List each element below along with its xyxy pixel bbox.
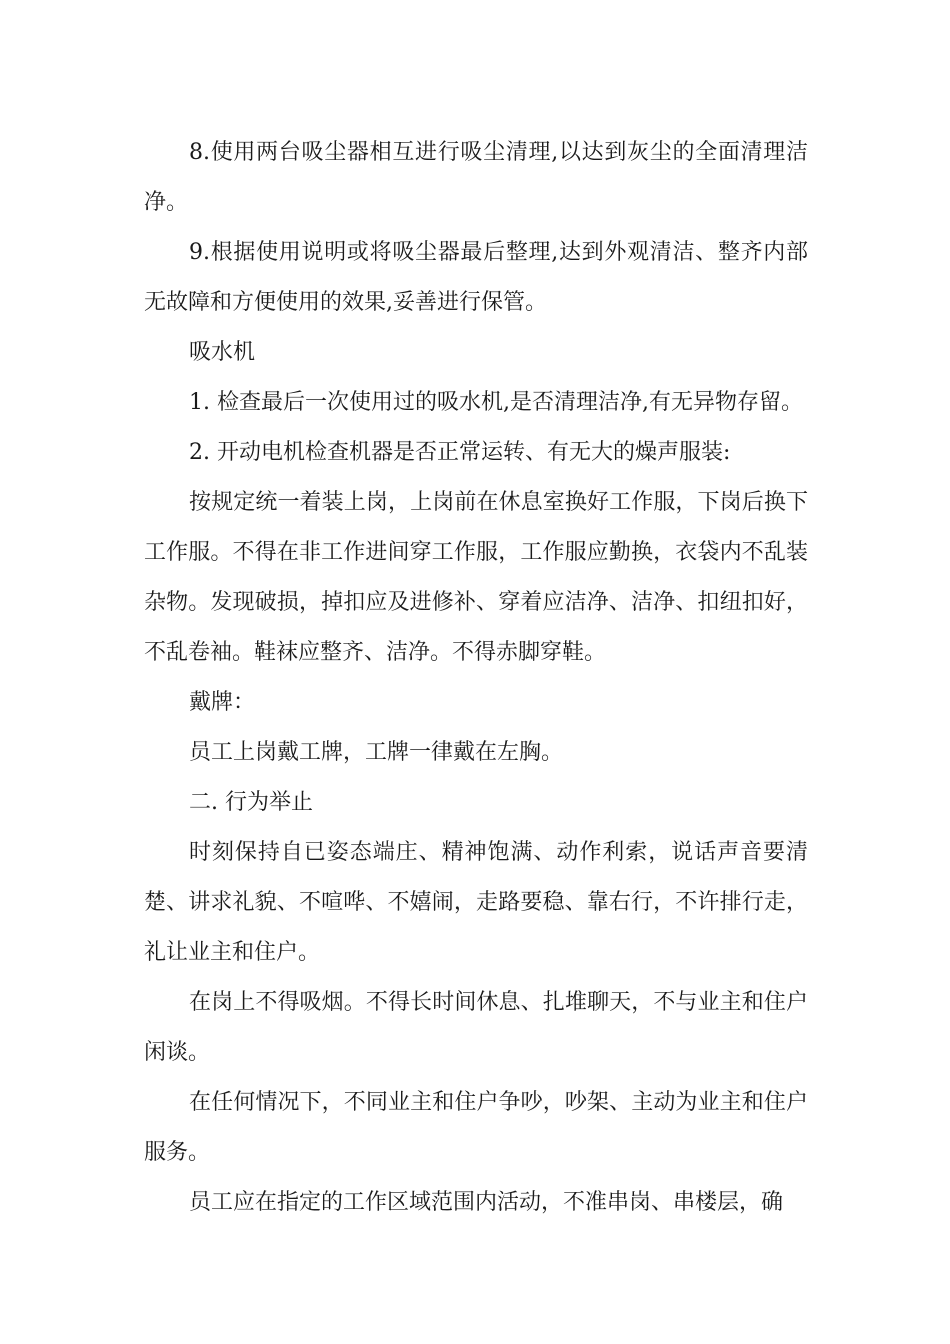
paragraph-vacuum-step-8: 8.使用两台吸尘器相互进行吸尘清理,以达到灰尘的全面清理洁净。	[144, 140, 808, 215]
section-heading-water-vacuum: 吸水机	[189, 340, 256, 365]
paragraph-badge-rule: 员工上岗戴工牌，工牌一律戴在左胸。	[189, 740, 564, 765]
paragraph-conduct-posture: 时刻保持自已姿态端庄、精神饱满、动作利索，说话声音要清楚、讲求礼貌、不喧哗、不嬉闹，走路要稳、靠右行，不许排行走，礼让业主和住户。	[144, 840, 808, 965]
paragraph-water-vacuum-step-2: 2. 开动电机检查机器是否正常运转、有无大的燥声服装:	[189, 440, 731, 465]
paragraph-vacuum-step-9: 9.根据使用说明或将吸尘器最后整理,达到外观清洁、整齐内部无故障和方便使用的效果,妥善进行保管。	[144, 240, 808, 315]
paragraph-uniform-rules: 按规定统一着装上岗，上岗前在休息室换好工作服，下岗后换下工作服。不得在非工作进间穿工作服，工作服应勤换，衣袋内不乱装杂物。发现破损，掉扣应及进修补、穿着应洁净、洁净、扣纽扣好，不乱卷袖。鞋袜应整齐、洁净。不得赤脚穿鞋。	[144, 490, 808, 665]
document-body	[144, 128, 808, 1228]
section-heading-conduct: 二. 行为举止	[189, 790, 313, 815]
paragraph-conduct-no-quarrel: 在任何情况下，不同业主和住户争吵，吵架、主动为业主和住户服务。	[144, 1090, 808, 1165]
paragraph-conduct-work-area: 员工应在指定的工作区域范围内活动，不准串岗、串楼层，确	[189, 1190, 784, 1215]
paragraph-water-vacuum-step-1: 1. 检查最后一次使用过的吸水机,是否清理洁净,有无异物存留。	[189, 390, 803, 415]
section-heading-badge: 戴牌：	[189, 690, 256, 715]
paragraph-conduct-smoking: 在岗上不得吸烟。不得长时间休息、扎堆聊天，不与业主和住户闲谈。	[144, 990, 808, 1065]
